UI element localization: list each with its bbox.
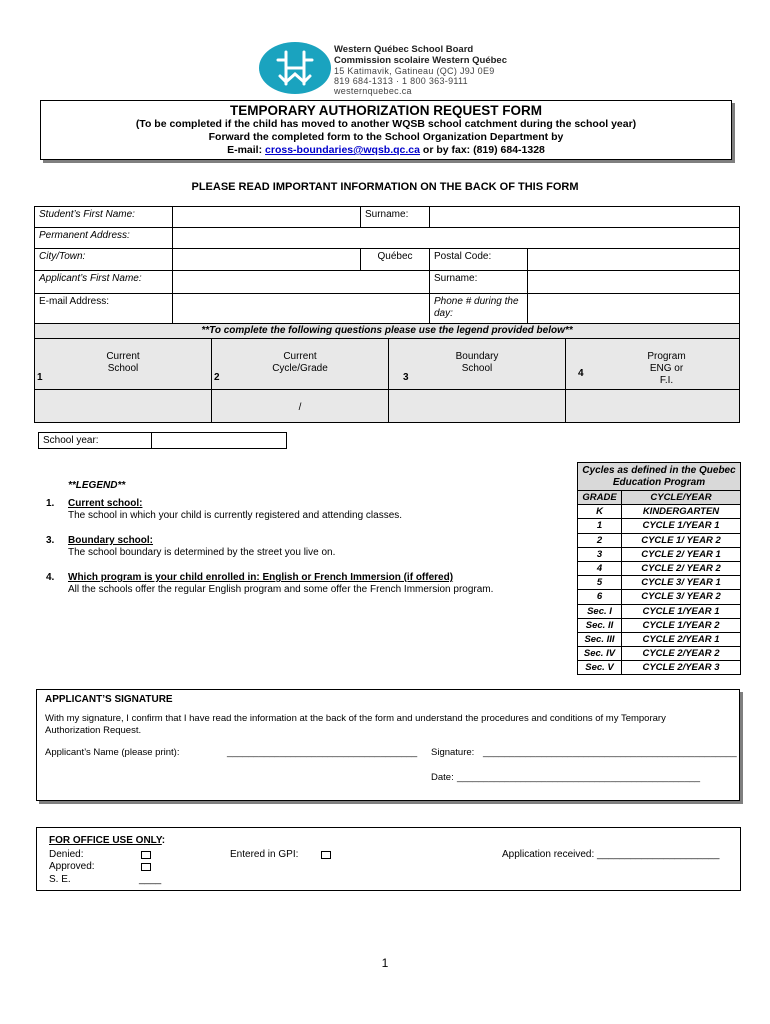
current-cycle-header (211, 338, 389, 390)
current-school-header (34, 338, 212, 390)
grade-cell: 1 (578, 519, 622, 533)
cycle-cell: CYCLE 3/ YEAR 1 (622, 576, 741, 590)
form-subtitle-1: (To be completed if the child has moved to another WQSB school catchment during the school year) (135, 118, 637, 130)
read-note: PLEASE READ IMPORTANT INFORMATION ON THE BACK OF THIS FORM (191, 181, 579, 193)
grade-row (578, 590, 741, 604)
column-number-2: 2 (214, 372, 220, 383)
grade-row (578, 561, 741, 575)
grade-cell: 5 (578, 576, 622, 590)
cycle-cell: CYCLE 1/ YEAR 2 (622, 533, 741, 547)
city-town-label: City/Town: (34, 248, 173, 271)
email-address-input[interactable] (172, 293, 430, 324)
legend-num-3: 3. (46, 535, 55, 546)
approved-label: Approved: (49, 861, 95, 872)
applicant-surname-input[interactable] (527, 270, 740, 294)
grade-row (578, 519, 741, 533)
applicant-name-line[interactable]: ____________________________________ (227, 747, 418, 758)
student-first-name-label: Student’s First Name: (34, 206, 173, 228)
legend-item-1 (68, 498, 558, 522)
legend-head-1: Current school: (68, 498, 143, 509)
page-number: 1 (381, 956, 389, 970)
postal-code-label: Postal Code: (429, 248, 528, 271)
boundary-school-input[interactable] (388, 389, 566, 423)
cycle-cell: CYCLE 3/ YEAR 2 (622, 590, 741, 604)
legend-item-3 (68, 535, 558, 559)
permanent-address-label: Permanent Address: (34, 227, 173, 249)
email-link[interactable]: cross-boundaries@wqsb.qc.ca (265, 144, 420, 156)
office-use-section (36, 827, 741, 891)
legend-note-row: **To complete the following questions please use the legend provided below** (34, 323, 740, 339)
title-box (40, 100, 732, 160)
grade-cycle-table (577, 462, 741, 675)
form-title: TEMPORARY AUTHORIZATION REQUEST FORM (230, 103, 542, 118)
org-website: westernquebec.ca (334, 86, 412, 96)
phone-day-input[interactable] (527, 293, 740, 324)
org-name-fr: Commission scolaire Western Québec (334, 55, 507, 66)
grade-row (578, 576, 741, 590)
grade-table-caption: Cycles as defined in the Quebec Education Program (578, 463, 741, 491)
legend-text-4: All the schools offer the regular English program and some offer the French Immersion program. (68, 584, 494, 595)
grade-cell: 3 (578, 547, 622, 561)
cycle-cell: CYCLE 2/ YEAR 2 (622, 561, 741, 575)
legend-text-3: The school boundary is determined by the street you live on. (68, 547, 336, 558)
email-label: E-mail: (227, 144, 266, 156)
applicant-first-name-input[interactable] (172, 270, 430, 294)
office-title: FOR OFFICE USE ONLY (49, 835, 162, 846)
signature-title: APPLICANT’S SIGNATURE (45, 694, 173, 705)
grade-row (578, 505, 741, 519)
legend-text-1: The school in which your child is currently registered and attending classes. (68, 510, 403, 521)
cycle-cell: KINDERGARTEN (622, 505, 741, 519)
legend-num-1: 1. (46, 498, 55, 509)
org-name-en: Western Québec School Board (334, 44, 474, 55)
form-contact (41, 144, 731, 157)
entered-gpi-checkbox[interactable] (321, 851, 331, 859)
boundary-school-header (388, 338, 566, 390)
grade-row (578, 533, 741, 547)
application-received[interactable]: Application received: ______________________ (502, 849, 720, 860)
approved-checkbox[interactable] (141, 863, 151, 871)
phone-day-label: Phone # during the day: (429, 293, 528, 324)
signature-line[interactable]: ________________________________________________ (483, 747, 737, 758)
province-value: Québec (360, 248, 430, 271)
grade-cell: 4 (578, 561, 622, 575)
cycle-cell: CYCLE 2/YEAR 1 (622, 632, 741, 646)
cycle-cell: CYCLE 2/ YEAR 1 (622, 547, 741, 561)
cycle-cell: CYCLE 1/YEAR 2 (622, 618, 741, 632)
form-subtitle-2: Forward the completed form to the School Organization Department by (208, 131, 564, 143)
signature-section (36, 689, 740, 801)
office-title-row (49, 835, 165, 846)
cycle-cell: CYCLE 1/YEAR 1 (622, 519, 741, 533)
grade-row (578, 661, 741, 675)
grade-row (578, 547, 741, 561)
student-surname-label: Surname: (360, 206, 430, 228)
grade-cell: Sec. II (578, 618, 622, 632)
program-input[interactable] (565, 389, 740, 423)
entered-gpi-label: Entered in GPI: (230, 849, 299, 860)
column-number-4: 4 (578, 368, 584, 379)
legend-head-4: Which program is your child enrolled in: English or French Immersion (if offered) (68, 572, 454, 583)
grade-cell: Sec. III (578, 632, 622, 646)
legend-num-4: 4. (46, 572, 55, 583)
grade-row (578, 647, 741, 661)
program-header (565, 338, 740, 390)
grade-column-header: GRADE (578, 491, 622, 505)
student-surname-input[interactable] (429, 206, 740, 228)
grade-cell: 2 (578, 533, 622, 547)
legend-title: **LEGEND** (68, 480, 126, 491)
grade-cell: 6 (578, 590, 622, 604)
grade-row (578, 632, 741, 646)
boundary-school-label: Boundary School (455, 351, 499, 374)
grade-row (578, 604, 741, 618)
grade-cell: Sec. V (578, 661, 622, 675)
org-address: 15 Katimavik, Gatineau (QC) J9J 0E9 (334, 66, 495, 76)
grade-cell: K (578, 505, 622, 519)
city-town-input[interactable] (172, 248, 361, 271)
school-year-input[interactable] (151, 432, 287, 449)
applicant-first-name-label: Applicant’s First Name: (34, 270, 173, 294)
office-title-colon: : (161, 835, 166, 846)
school-year-label: School year: (38, 432, 152, 449)
grade-cell: Sec. I (578, 604, 622, 618)
date-line[interactable]: ______________________________________________ (457, 772, 701, 783)
column-number-3: 3 (403, 372, 409, 383)
email-address-label: E-mail Address: (34, 293, 173, 324)
cycle-separator: / (298, 402, 302, 413)
grade-cell: Sec. IV (578, 647, 622, 661)
grade-row (578, 618, 741, 632)
wqsb-logo-mark-icon (268, 46, 322, 90)
date-label: Date: (431, 772, 454, 783)
legend-item-4 (68, 572, 560, 596)
cycle-cell: CYCLE 2/YEAR 3 (622, 661, 741, 675)
column-number-1: 1 (37, 372, 43, 383)
applicant-surname-label: Surname: (429, 270, 528, 294)
current-school-input[interactable] (34, 389, 212, 423)
student-first-name-input[interactable] (172, 206, 361, 228)
fax-text: or by fax: (819) 684-1328 (419, 144, 545, 156)
denied-checkbox[interactable] (141, 851, 151, 859)
cycle-column-header: CYCLE/YEAR (622, 491, 741, 505)
program-label: Program ENG or F.I. (647, 351, 686, 386)
legend-head-3: Boundary school: (68, 535, 154, 546)
signature-label: Signature: (431, 747, 475, 758)
se-line[interactable]: ____ (139, 874, 162, 885)
current-cycle-input[interactable] (211, 389, 389, 423)
org-phone: 819 684-1313 · 1 800 363-9111 (334, 76, 468, 86)
current-cycle-label: Current Cycle/Grade (272, 351, 328, 374)
applicant-name-label: Applicant’s Name (please print): (45, 747, 180, 758)
current-school-label: Current School (106, 351, 140, 374)
signature-statement: With my signature, I confirm that I have read the information at the back of the form and understand the procedures and conditions of my Temporary Authorization Request. (45, 713, 666, 736)
permanent-address-input[interactable] (172, 227, 740, 249)
se-label: S. E. (49, 874, 71, 885)
cycle-cell: CYCLE 2/YEAR 2 (622, 647, 741, 661)
denied-label: Denied: (49, 849, 84, 860)
cycle-cell: CYCLE 1/YEAR 1 (622, 604, 741, 618)
postal-code-input[interactable] (527, 248, 740, 271)
